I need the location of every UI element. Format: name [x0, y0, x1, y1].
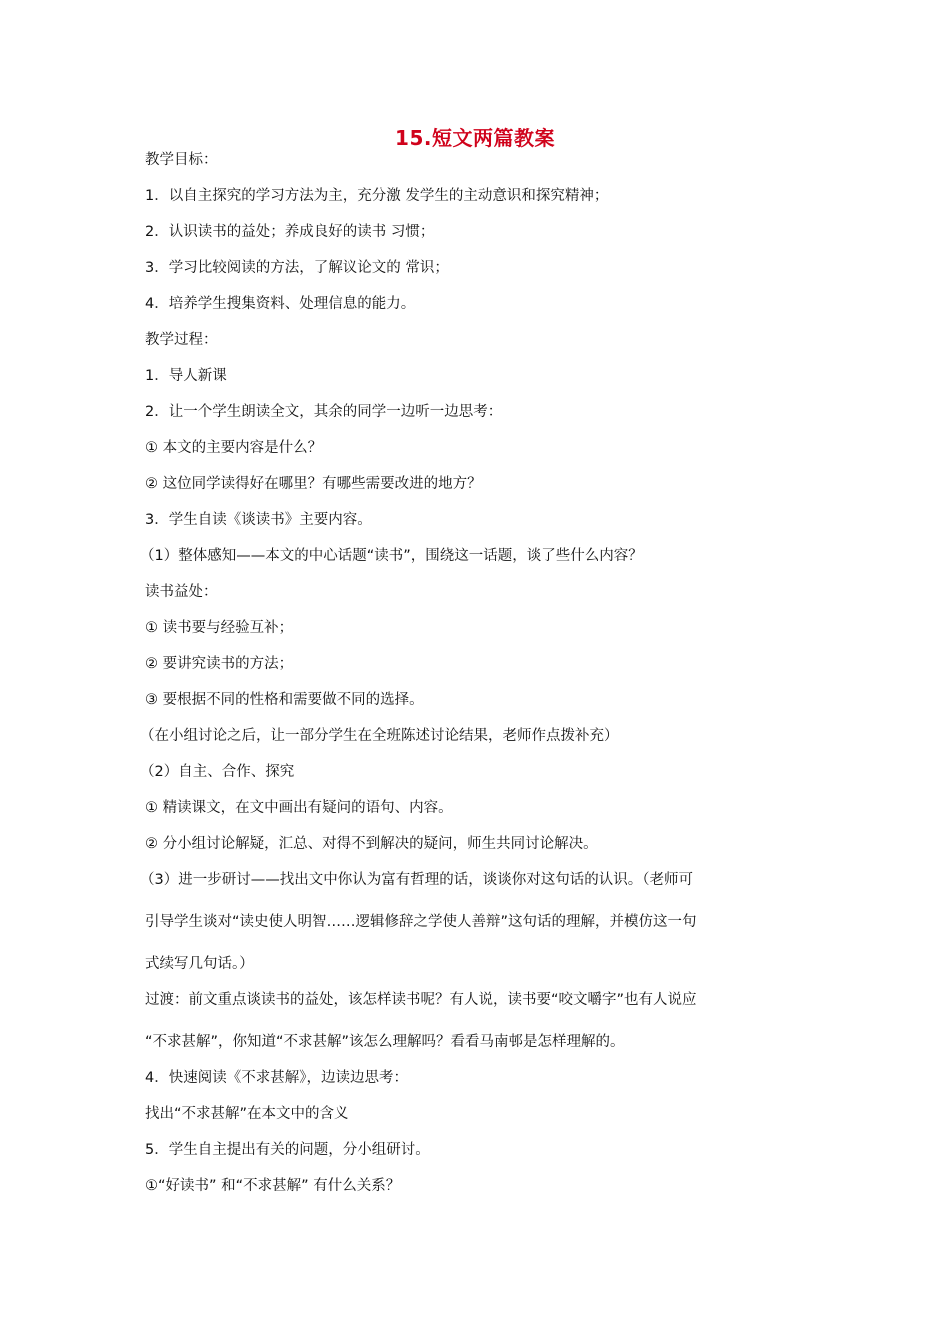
sub-step: （3）进一步研讨——找出文中你认为富有哲理的话，谈谈你对这句话的认识。（老师可	[140, 872, 693, 888]
objective-item: 3．学习比较阅读的方法，了解议论文的 常识；	[145, 260, 449, 276]
list-item: ② 要讲究读书的方法；	[145, 656, 294, 672]
question-item: ①“好读书” 和“不求甚解” 有什么关系？	[145, 1178, 401, 1194]
objective-item: 1．以自主探究的学习方法为主，充分激 发学生的主动意识和探究精神；	[145, 188, 609, 204]
list-item: ② 分小组讨论解疑，汇总、对得不到解决的疑问，师生共同讨论解决。	[145, 836, 598, 852]
note-text: （在小组讨论之后，让一部分学生在全班陈述讨论结果，老师作点拨补充）	[140, 728, 619, 744]
paragraph-continuation: “不求甚解”，你知道“不求甚解”该怎么理解吗？看看马南邨是怎样理解的。	[145, 1034, 625, 1050]
list-item: ① 读书要与经验互补；	[145, 620, 294, 636]
objective-item: 4．培养学生搜集资料、处理信息的能力。	[145, 296, 416, 312]
sub-step: （1）整体感知——本文的中心话题“读书”，围绕这一话题，谈了些什么内容？	[140, 548, 643, 564]
sub-step: （2）自主、合作、探究	[140, 764, 295, 780]
document-title: 15.短文两篇教案	[395, 126, 555, 150]
list-item: ① 精读课文，在文中画出有疑问的语句、内容。	[145, 800, 453, 816]
section-heading-process: 教学过程：	[145, 332, 218, 348]
list-item: ③ 要根据不同的性格和需要做不同的选择。	[145, 692, 424, 708]
question-item: ② 这位同学读得好在哪里？有哪些需要改进的地方？	[145, 476, 482, 492]
process-step: 2．让一个学生朗读全文，其余的同学一边听一边思考：	[145, 404, 503, 420]
process-step: 3．学生自读《谈读书》主要内容。	[145, 512, 372, 528]
instruction-text: 找出“不求甚解”在本文中的含义	[145, 1106, 349, 1122]
paragraph-continuation: 式续写几句话。）	[145, 956, 254, 972]
process-step: 5．学生自主提出有关的问题，分小组研讨。	[145, 1142, 430, 1158]
process-step: 1．导人新课	[145, 368, 227, 384]
paragraph-continuation: 引导学生谈对“读史使人明智……逻辑修辞之学使人善辩”这句话的理解，并模仿这一句	[145, 914, 697, 930]
question-item: ① 本文的主要内容是什么？	[145, 440, 323, 456]
section-heading-objectives: 教学目标：	[145, 152, 218, 168]
process-step: 4．快速阅读《不求甚解》，边读边思考：	[145, 1070, 408, 1086]
objective-item: 2．认识读书的益处；养成良好的读书 习惯；	[145, 224, 435, 240]
document-body	[140, 150, 815, 1212]
sub-heading: 读书益处：	[145, 584, 218, 600]
transition-paragraph: 过渡：前文重点谈读书的益处，该怎样读书呢？有人说，读书要“咬文嚼字”也有人说应	[145, 992, 697, 1008]
